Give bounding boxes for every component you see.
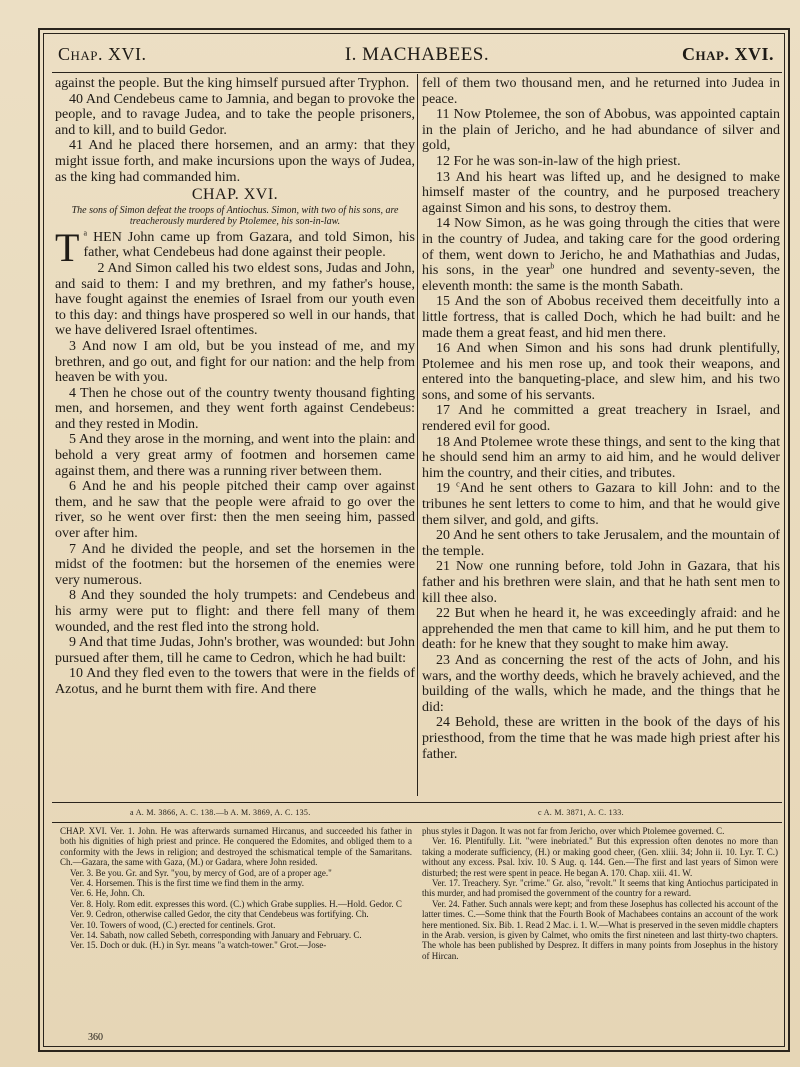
- note-item: Ver. 3. Be you. Gr. and Syr. "you, by mercy of God, are of a proper age.": [70, 867, 332, 878]
- verse-14-text-b: one hundred and seventy-seven, the eleventh month: the same is the month Sabath.: [422, 263, 780, 294]
- note-item: Ver. 9. Cedron, otherwise called Gedor, the city that Cendebeus was fortifying. Ch.: [70, 909, 369, 920]
- page-number: 360: [88, 1032, 103, 1043]
- verse-19-footnote-mark: c: [456, 479, 460, 489]
- verse-40: 40 And Cendebeus came to Jamnia, and began to provoke the people, and to ravage Judea, and to take the people prisoners, and to kill, and to build Gedor.: [55, 91, 415, 138]
- verse-continuation-right: fell of them two thousand men, and he returned into Judea in peace.: [422, 76, 780, 107]
- note-item: phus styles it Dagon. It was not far from Jericho, over which Ptolemee governed. C.: [422, 826, 725, 836]
- verse-6: 6 And he and his people pitched their camp over against them, and he saw that the people were afraid to go over the river, so he went over first: then the men seeing him, passed over after him.: [55, 479, 415, 542]
- note-item: Ver. 6. He, John. Ch.: [70, 888, 145, 899]
- verse-14: [422, 216, 780, 294]
- chapter-summary: The sons of Simon defeat the troops of Antiochus. Simon, with two of his sons, are treacherously murdered by Ptolemee, his son-in-law.: [71, 204, 399, 227]
- verse-16: 16 And when Simon and his sons had drunk plentifully, Ptolemee and his men rose up, and took their weapons, and entered into the banqueting-place, and slew him, and his two sons, and some of his servants.: [422, 341, 780, 403]
- verse-continuation: against the people. But the king himself pursued after Tryphon.: [55, 76, 410, 91]
- verse-7: 7 And he divided the people, and set the horsemen in the midst of the footmen: but the horsemen of the enemies were very numerous.: [55, 541, 415, 588]
- note-item: Ver. 4. Horsemen. This is the first time we find them in the army.: [70, 878, 304, 889]
- verse-9: 9 And that time Judas, John's brother, was wounded: but John pursued after them, till he came to Cedron, which he had built:: [55, 635, 415, 666]
- verse-11: 11 Now Ptolemee, the son of Abobus, was appointed captain in the plain of Jericho, and he had abundance of silver and gold,: [422, 107, 780, 154]
- note-item: Ver. 10. Towers of wood, (C.) erected for centinels. Grot.: [70, 919, 276, 930]
- drop-cap: T: [55, 224, 80, 270]
- verse-15: 15 And the son of Abobus received them deceitfully into a little fortress, that is called Doch, which he had built: and he made them a great feast, and hid men there.: [422, 294, 780, 341]
- verse-3: 3 And now I am old, but be you instead of me, and my brethren, and go out, and fight for our nation: and the help from heaven be with you.: [55, 338, 415, 386]
- note-item: Ver. 15. Doch or duk. (H.) in Syr. means "a watch-tower." Grot.—Jose-: [70, 940, 327, 951]
- verse-8: 8 And they sounded the holy trumpets: and Cendebeus and his army were put to flight: and there fell many of them wounded, and the rest fled into the strong hold.: [55, 588, 415, 635]
- left-text-column: [55, 76, 415, 792]
- text-footnote-divider: [52, 802, 782, 803]
- verse-18: 18 And Ptolemee wrote these things, and sent to the king that he should send him an army to aid him, and he would deliver him the country, and their cities, and tributes.: [422, 434, 780, 481]
- running-header: [52, 38, 782, 73]
- note-item: Ver. 17. Treachery. Syr. "crime." Gr. also, "revolt." It seems that king Antiochus participated in this murder, and had promised the government of the country for a reward.: [422, 878, 778, 899]
- verse-4: 4 Then he chose out of the country twenty thousand fighting men, and horsemen, and they went forth against Cendebeus: and they rested in Modin.: [55, 385, 415, 432]
- verse-22: 22 But when he heard it, he was exceedingly afraid: and he apprehended the men that came to kill him, and he put them to death: for he knew that they sought to make him away.: [422, 606, 780, 653]
- verse-1-footnote-mark: a: [83, 228, 87, 238]
- note-item: CHAP. XVI. Ver. 1. John. He was afterwards surnamed Hircanus, and succeeded his father in both his dignities of high priest and prince. He conquered the Edomites, and obliged them to a conformity with the Jews in religion; and destroyed the schismatical temple of the Samaritans. Ch.—Gazara, the same with Gaza, (M.) or Gadara, where John resided.: [60, 826, 412, 868]
- verse-20: 20 And he sent others to take Jerusalem, and the mountain of the temple.: [422, 528, 780, 559]
- verse-41: 41 And he placed there horsemen, and an army: that they might issue forth, and make incursions upon the ways of Judea, as the king had commanded him.: [55, 138, 415, 185]
- notes-divider: [52, 822, 782, 823]
- verse-14-text-a: 14 Now Simon, as he was going through the cities that were in the country of Judea, and taking care for the good ordering of them, went down to Jericho, he and Mathathias and Judas, his sons, in the year: [422, 216, 780, 279]
- verse-1: [55, 224, 415, 270]
- note-item: Ver. 16. Plentifully. Lit. "were inebriated." But this expression often denotes no more than taking a moderate sufficiency, (H.) or making good cheer, (Gen. xliii. 34; John ii. 10. Lyr. T. C.) without any excess. Psal. lxiv. 10. S Aug. q. 144. Gen.—The first and last years of Simon were disturbed; the rest were spent in peace. He began A. 170. Chap. xiii. 41. W.: [422, 836, 778, 878]
- note-item: Ver. 24. Father. Such annals were kept; and from these Josephus has collected his account of the latter times. C.—Some think that the Fourth Book of Machabees contains an account of the work here mentioned. Six. Bib. 1. Read 2 Mac. i. 1. W.—What is preserved in the seven middle chapters in the Arab. version, is given by Calmet, who omits the first nineteen and last thirty-two chapters. The whole has been published by Desprez. It differs in many points from Josephus in the history of Hircan.: [422, 898, 778, 961]
- header-chapter-left: Chap. XVI.: [58, 44, 147, 64]
- column-divider: [417, 74, 418, 796]
- chronology-reference-right: c A. M. 3871, A. C. 133.: [538, 808, 624, 817]
- verse-19-number: 19: [436, 481, 450, 497]
- chapter-title: CHAP. XVI.: [191, 186, 279, 204]
- verse-21: 21 Now one running before, told John in Gazara, that his father and his brethren were slain, and that he hath sent men to kill thee also.: [422, 559, 780, 606]
- note-item: Ver. 14. Sabath, now called Sebeth, corresponding with January and February. C.: [70, 930, 362, 941]
- verse-10: 10 And they fled even to the towers that were in the fields of Azotus, and he burnt them with fire. And there: [55, 666, 415, 697]
- header-book-title: I. MACHABEES.: [344, 44, 490, 65]
- note-item: Ver. 8. Holy. Rom edit. expresses this word. (C.) which Grabe supplies. H.—Hold. Gedor. C: [70, 898, 402, 909]
- verse-2: 2 And Simon called his two eldest sons, Judas and John, and said to them: I and my brethren, and my father's house, have fought against the enemies of Israel from our youth even to this day: and things have prospered so well in our hands, that we have delivered Israel oftentimes.: [55, 260, 415, 339]
- chronology-reference-left: a A. M. 3866, A. C. 138.—b A. M. 3869, A. C. 135.: [130, 808, 311, 817]
- verse-1-text: HEN John came up from Gazara, and told Simon, his father, what Cendebeus had done against their people.: [83, 229, 415, 261]
- verse-17: 17 And he committed a great treachery in Israel, and rendered evil for good.: [422, 403, 780, 435]
- verse-13: 13 And his heart was lifted up, and he designed to make himself master of the country, and he purposed treachery against Simon and his sons, to destroy them.: [422, 169, 780, 216]
- commentary-left: [60, 826, 412, 1044]
- header-chapter-right: Chap. XVI.: [682, 44, 774, 64]
- verse-14-footnote-mark: b: [550, 261, 555, 271]
- verse-23: 23 And as concerning the rest of the acts of John, and his wars, and the worthy deeds, which he bravely achieved, and the building of the walls, which he made, and the things that he did:: [422, 652, 780, 715]
- right-text-column: [422, 76, 780, 792]
- verse-5: 5 And they arose in the morning, and went into the plain: and behold a very great army of footmen and horsemen came against them, and there was a running river between them.: [55, 432, 415, 479]
- commentary-right: [422, 826, 778, 1044]
- verse-24: 24 Behold, these are written in the book of the days of his priesthood, from the time that he was made high priest after his father.: [422, 715, 780, 762]
- verse-19-text: And he sent others to Gazara to kill John: and to the tribunes he sent letters to come to him, and that he would give them silver, and gold, and gifts.: [422, 481, 780, 528]
- verse-19: [422, 481, 780, 528]
- verse-12: 12 For he was son-in-law of the high priest.: [436, 153, 681, 169]
